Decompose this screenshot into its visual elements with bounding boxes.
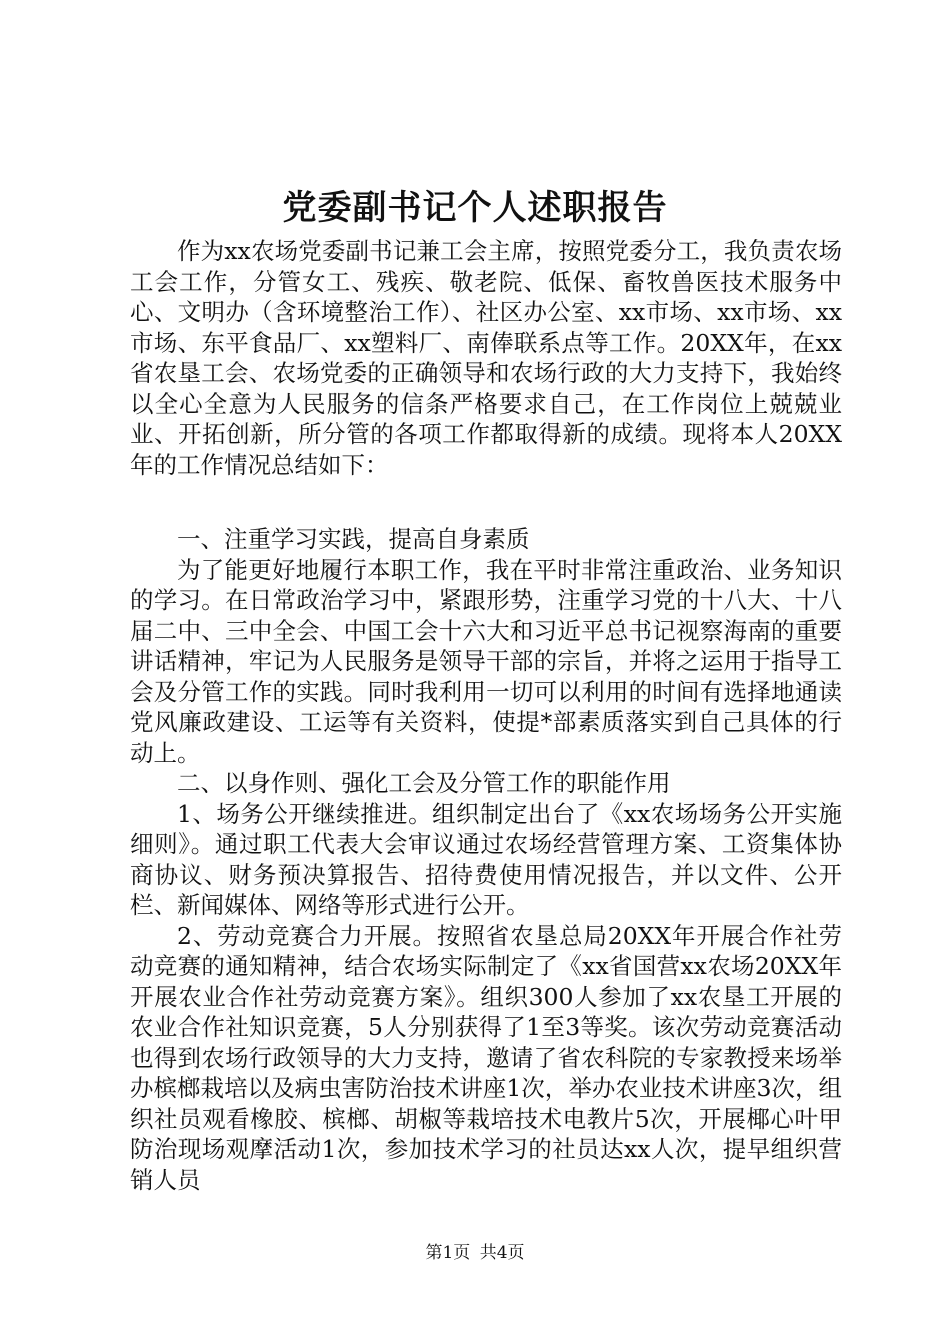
section-2-heading: 二、以身作则、强化工会及分管工作的职能作用 <box>177 769 671 797</box>
section-1-paragraph: 为了能更好地履行本职工作，我在平时非常注重政治、业务知识的学习。在日常政治学习中，紧跟形势，注重学习党的十八大、十八届二中、三中全会、中国工会十六大和习近平总书记视察海南的重要讲话精神，牢记为人民服务是领导干部的宗旨，并将之运用于指导工会及分管工作的实践。同时我利用一切可以利用的时间有选择地通读党风廉政建设、工运等有关资料，使提*部素质落实到自己具体的行动上。 <box>130 555 842 767</box>
page-number: 第1页 <box>425 1243 471 1263</box>
document-body <box>130 236 842 1195</box>
page-total: 共4页 <box>479 1243 525 1263</box>
item-2-paragraph: 2、劳动竞赛合力开展。按照省农垦总局20XX年开展合作社劳动竞赛的通知精神，结合农场实际制定了《xx省国营xx农场20XX年开展农业合作社劳动竞赛方案》。组织300人参加了xx农垦工开展的农业合作社知识竞赛，5人分别获得了1至3等奖。该次劳动竞赛活动也得到农场行政领导的大力支持，邀请了省农科院的专家教授来场举办槟榔栽培以及病虫害防治技术讲座1次，举办农业技术讲座3次，组织社员观看橡胶、槟榔、胡椒等栽培技术电教片5次，开展椰心叶甲防治现场观摩活动1次，参加技术学习的社员达xx人次，提早组织营销人员 <box>130 921 842 1194</box>
paragraph-gap <box>130 480 842 524</box>
section-1-heading: 一、注重学习实践，提高自身素质 <box>177 525 530 553</box>
intro-paragraph: 作为xx农场党委副书记兼工会主席，按照党委分工，我负责农场工会工作，分管女工、残疾、敬老院、低保、畜牧兽医技术服务中心、文明办（含环境整治工作）、社区办公室、xx市场、xx市场、xx市场、东平食品厂、xx塑料厂、南俸联系点等工作。20XX年，在xx省农垦工会、农场党委的正确领导和农场行政的大力支持下，我始终以全心全意为人民服务的信条严格要求自己，在工作岗位上兢兢业业、开拓创新，所分管的各项工作都取得新的成绩。现将本人20XX年的工作情况总结如下： <box>130 237 842 479</box>
page-footer <box>0 1242 950 1264</box>
item-1-paragraph: 1、场务公开继续推进。组织制定出台了《xx农场场务公开实施细则》。通过职工代表大会审议通过农场经营管理方案、工资集体协商协议、财务预决算报告、招待费使用情况报告，并以文件、公开栏、新闻媒体、网络等形式进行公开。 <box>130 799 842 919</box>
document-title: 党委副书记个人述职报告 <box>282 188 668 228</box>
